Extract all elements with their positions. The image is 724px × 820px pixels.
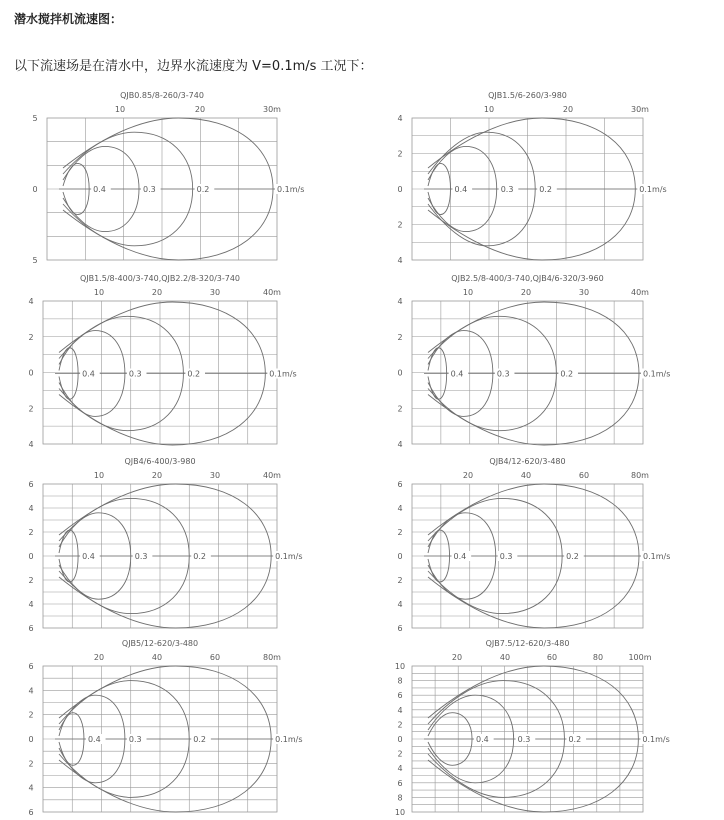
isoline-label: 0.1m/s — [643, 369, 671, 379]
y-tick-label: 2 — [397, 576, 403, 585]
isoline-label: 0.2 — [566, 552, 579, 561]
y-tick-label: 0 — [28, 368, 34, 378]
y-tick-label: 4 — [397, 114, 403, 123]
y-tick-label: 0 — [397, 552, 403, 561]
y-tick-label: 6 — [397, 691, 403, 701]
y-tick-label: 6 — [397, 480, 403, 489]
isoline-label: 0.1m/s — [275, 735, 303, 744]
flow-chart-2 — [397, 91, 672, 265]
chart-title: QJB5/12-620/3-480 — [121, 639, 199, 648]
x-tick-label: 30m — [631, 105, 649, 114]
x-tick-label: 40 — [520, 471, 532, 480]
y-tick-label: 0 — [32, 185, 38, 194]
x-tick-label: 10 — [483, 105, 495, 114]
isoline-label: 0.4 — [82, 369, 95, 379]
y-tick-label: 2 — [28, 759, 34, 769]
x-tick-label: 30 — [209, 288, 221, 297]
x-tick-label: 40 — [499, 653, 511, 662]
isoline-label: 0.1m/s — [277, 185, 305, 194]
y-tick-label: 2 — [28, 404, 34, 414]
y-tick-label: 4 — [28, 686, 34, 696]
x-tick-label: 80 — [592, 653, 604, 662]
flow-chart-5 — [28, 457, 308, 633]
y-tick-label: 0 — [28, 552, 34, 561]
x-tick-label: 80m — [263, 653, 281, 662]
x-tick-label: 10 — [93, 471, 105, 480]
y-tick-label: 2 — [28, 332, 34, 342]
y-tick-label: 4 — [28, 440, 34, 449]
isoline-label: 0.3 — [128, 735, 142, 744]
y-tick-label: 4 — [397, 256, 403, 265]
x-tick-label: 100m — [628, 653, 652, 662]
x-tick-label: 20 — [451, 653, 463, 662]
isoline-label: 0.2 — [568, 735, 582, 744]
y-tick-label: 4 — [28, 600, 34, 609]
y-tick-label: 4 — [397, 440, 403, 449]
y-tick-label: 6 — [28, 808, 34, 817]
isoline-label: 0.4 — [82, 552, 95, 561]
isoline-label: 0.1m/s — [269, 369, 297, 379]
y-tick-label: 0 — [397, 368, 403, 378]
y-tick-label: 2 — [397, 404, 403, 414]
y-tick-label: 2 — [28, 576, 34, 585]
x-tick-label: 40 — [151, 653, 163, 662]
y-tick-label: 2 — [28, 528, 34, 537]
y-tick-label: 2 — [397, 149, 403, 159]
y-tick-label: 6 — [397, 624, 403, 633]
x-tick-label: 40m — [631, 288, 649, 297]
x-tick-label: 20 — [520, 288, 532, 297]
isoline-label: 0.3 — [500, 185, 514, 194]
y-tick-label: 0 — [397, 735, 403, 744]
isoline-label: 0.4 — [476, 735, 489, 744]
flow-chart-8 — [395, 639, 676, 817]
x-tick-label: 20 — [151, 471, 163, 480]
chart-title: QJB4/6-400/3-980 — [124, 457, 196, 466]
isoline-label: 0.3 — [517, 735, 531, 744]
y-tick-label: 5 — [32, 256, 38, 265]
isoline-label: 0.3 — [499, 552, 513, 561]
x-tick-label: 20 — [151, 288, 163, 297]
x-tick-label: 80m — [631, 471, 649, 480]
isoline-label: 0.4 — [454, 185, 468, 194]
isoline-label: 0.4 — [93, 185, 106, 194]
y-tick-label: 2 — [397, 220, 403, 230]
flow-chart-1 — [32, 91, 310, 265]
x-tick-label: 40m — [263, 471, 281, 480]
chart-title: QJB2.5/8-400/3-740,QJB4/6-320/3-960 — [451, 274, 604, 283]
isoline-label: 0.4 — [453, 552, 467, 561]
x-tick-label: 40m — [263, 288, 281, 297]
x-tick-label: 20 — [93, 653, 105, 662]
y-tick-label: 6 — [28, 662, 34, 671]
y-tick-label: 10 — [394, 662, 406, 671]
flow-chart-6 — [397, 457, 676, 633]
x-tick-label: 20 — [562, 105, 574, 114]
x-tick-label: 30 — [209, 471, 221, 480]
isoline-label: 0.3 — [143, 185, 156, 194]
x-tick-label: 10 — [462, 288, 474, 297]
y-tick-label: 0 — [28, 735, 34, 744]
isoline-label: 0.1m/s — [275, 552, 303, 561]
isoline-label: 0.1m/s — [643, 552, 671, 561]
flow-chart-4 — [397, 274, 676, 449]
y-tick-label: 4 — [397, 764, 403, 774]
x-tick-label: 60 — [546, 653, 558, 662]
y-tick-label: 4 — [28, 504, 34, 513]
y-tick-label: 4 — [397, 705, 403, 715]
flow-chart-3 — [28, 274, 302, 449]
isoline-label: 0.2 — [187, 369, 201, 379]
y-tick-label: 4 — [28, 297, 34, 306]
isoline-label: 0.4 — [450, 369, 464, 379]
isoline-label: 0.2 — [560, 369, 574, 379]
x-tick-label: 30 — [578, 288, 590, 297]
y-tick-label: 6 — [397, 778, 403, 788]
chart-title: QJB7.5/12-620/3-480 — [485, 639, 570, 648]
chart-title: QJB0.85/8-260/3-740 — [120, 91, 204, 100]
x-tick-label: 10 — [114, 105, 126, 114]
y-tick-label: 2 — [397, 749, 403, 759]
y-tick-label: 4 — [397, 297, 403, 306]
x-tick-label: 20 — [462, 471, 474, 480]
isoline-label: 0.3 — [496, 369, 510, 379]
y-tick-label: 8 — [397, 676, 403, 686]
isoline-label: 0.2 — [193, 552, 206, 561]
flow-chart-7 — [28, 639, 308, 817]
y-tick-label: 4 — [397, 504, 403, 513]
y-tick-label: 6 — [28, 624, 34, 633]
y-tick-label: 5 — [32, 114, 38, 123]
isoline-label: 0.2 — [539, 185, 552, 194]
y-tick-label: 10 — [394, 808, 406, 817]
y-tick-label: 0 — [397, 185, 403, 194]
y-tick-label: 8 — [397, 793, 403, 803]
isoline-label: 0.2 — [196, 185, 210, 194]
isoline-label: 0.4 — [87, 735, 101, 744]
x-tick-label: 60 — [209, 653, 221, 662]
isoline-label: 0.3 — [128, 369, 142, 379]
y-tick-label: 2 — [397, 528, 403, 537]
y-tick-label: 4 — [397, 600, 403, 609]
x-tick-label: 60 — [578, 471, 590, 480]
y-tick-label: 2 — [397, 720, 403, 730]
x-tick-label: 30m — [263, 105, 281, 114]
x-tick-label: 10 — [93, 288, 105, 297]
page-heading: 潜水搅拌机流速图： — [14, 12, 123, 26]
isoline-label: 0.2 — [193, 735, 206, 744]
page-subheading: 以下流速场是在清水中，边界水流速度为 V=0.1m/s 工况下： — [14, 59, 373, 74]
chart-title: QJB4/12-620/3-480 — [489, 457, 566, 466]
y-tick-label: 2 — [397, 332, 403, 342]
isoline-label: 0.1m/s — [642, 735, 670, 744]
chart-title: QJB1.5/8-400/3-740,QJB2.2/8-320/3-740 — [79, 274, 241, 283]
isoline-label: 0.3 — [134, 552, 148, 561]
x-tick-label: 20 — [194, 105, 206, 114]
y-tick-label: 6 — [28, 480, 34, 489]
y-tick-label: 2 — [28, 710, 34, 720]
isoline-label: 0.1m/s — [639, 185, 667, 194]
chart-title: QJB1.5/6-260/3-980 — [488, 91, 567, 100]
y-tick-label: 4 — [28, 783, 34, 793]
